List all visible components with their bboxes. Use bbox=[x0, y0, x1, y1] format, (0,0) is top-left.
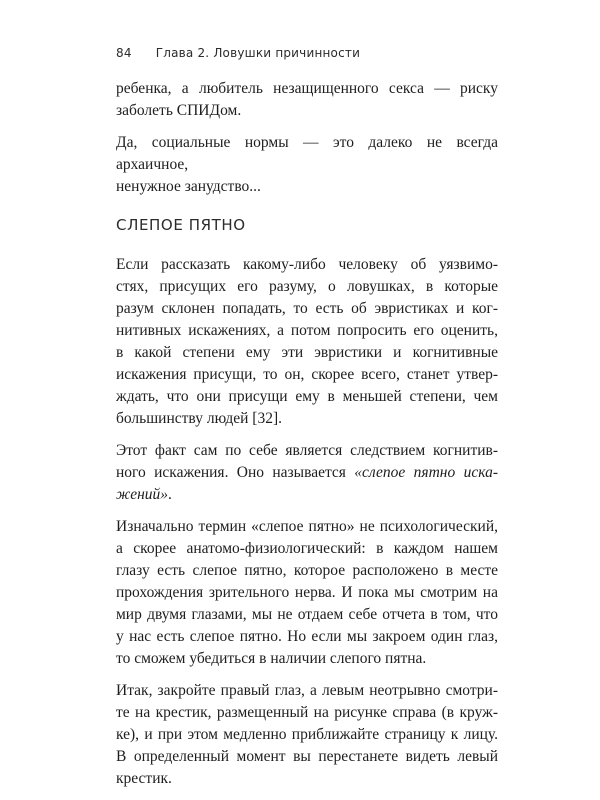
text-line: мир двумя глазами, мы не отдаем себе отчета в том, что bbox=[116, 606, 498, 623]
text-line: у нас есть слепое пятно. Но если мы закроем один глаз, bbox=[116, 628, 498, 645]
text-line: большинству людей [32]. bbox=[116, 410, 282, 427]
text-line: ке), и при этом медленно приближайте страницу к лицу. bbox=[116, 726, 498, 743]
chapter-title: Глава 2. Ловушки причинности bbox=[155, 46, 361, 60]
text-line: Изначально термин «слепое пятно» не психологический, bbox=[116, 518, 498, 535]
text-line: стях, присущих его разуму, о ловушках, в которые bbox=[116, 278, 498, 295]
paragraph bbox=[116, 254, 498, 430]
text-line: искажения присущи, то он, скорее всего, станет утвер- bbox=[116, 366, 498, 383]
paragraph bbox=[116, 680, 498, 790]
text-line: то сможем убедиться в наличии слепого пятна. bbox=[116, 650, 427, 667]
text-line: нитивных искажениях, а потом попросить его оценить, bbox=[116, 322, 498, 339]
text-line: прохождения зрительного нерва. И пока мы смотрим на bbox=[116, 584, 498, 601]
paragraph bbox=[116, 516, 498, 670]
text-line: Да, социальные нормы — это далеко не всегда архаичное, bbox=[116, 134, 498, 173]
text-line: заболеть СПИДом. bbox=[116, 102, 242, 119]
text-line: те на крестик, размещенный на рисунке справа (в круж- bbox=[116, 704, 498, 721]
text-line-emphasis: жений». bbox=[116, 486, 172, 503]
text-line: Если рассказать какому-либо человеку об уязвимо- bbox=[116, 256, 498, 273]
text-line-emphasis: ного искажения. Оно называется «слепое пятно иска- bbox=[116, 464, 499, 481]
section-heading: СЛЕПОЕ ПЯТНО bbox=[116, 216, 246, 234]
text-line: а скорее анатомо-физиологический: в каждом нашем bbox=[116, 540, 498, 557]
text-line: В определенный момент вы перестанете видеть левый bbox=[116, 748, 498, 765]
text-line: крестик. bbox=[116, 770, 172, 787]
running-header bbox=[116, 46, 360, 60]
text-line: глазу есть слепое пятно, которое расположено в месте bbox=[116, 562, 498, 579]
page-body bbox=[116, 78, 498, 800]
text-line: Итак, закройте правый глаз, а левым неотрывно смотри- bbox=[116, 682, 498, 699]
paragraph bbox=[116, 78, 498, 122]
page-number: 84 bbox=[116, 46, 132, 60]
emphasis-text: «слепое пятно иска- bbox=[354, 464, 499, 481]
text-line: ждать, что они присущи ему в меньшей степени, чем bbox=[116, 388, 498, 405]
text-line: ненужное занудство... bbox=[116, 178, 261, 195]
emphasis-text: жений» bbox=[116, 486, 169, 503]
text-line: в какой степени ему эти эвристики и когнитивные bbox=[116, 344, 498, 361]
text-line: Этот факт сам по себе является следствием когнитив- bbox=[116, 442, 498, 459]
text-line: разум склонен попадать, то есть об эвристиках и ког- bbox=[116, 300, 498, 317]
paragraph bbox=[116, 132, 498, 198]
paragraph bbox=[116, 440, 498, 506]
text-line: ребенка, а любитель незащищенного секса — риску bbox=[116, 80, 498, 97]
